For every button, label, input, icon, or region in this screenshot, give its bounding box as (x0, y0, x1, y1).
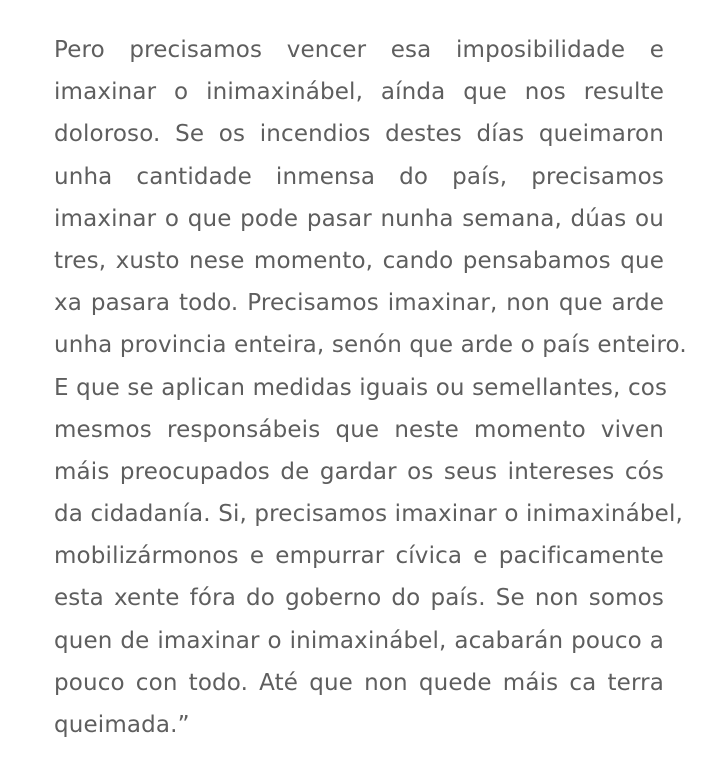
paragraph-line: máis preocupados de gardar os seus intereses cós (54, 458, 664, 485)
article-body (54, 29, 687, 746)
paragraph-line: imaxinar o que pode pasar nunha semana, dúas ou (54, 205, 664, 232)
paragraph-line: xa pasara todo. Precisamos imaxinar, non que arde (54, 290, 664, 317)
paragraph-line: unha cantidade inmensa do país, precisamos (54, 163, 664, 190)
paragraph-line: mobilizármonos e empurrar cívica e pacificamente (54, 543, 664, 570)
paragraph-line: doloroso. Se os incendios destes días queimaron (54, 121, 664, 148)
paragraph-line: quen de imaxinar o inimaxinábel, acabarán pouco a (54, 627, 664, 654)
paragraph-line: Pero precisamos vencer esa imposibilidade e (54, 37, 664, 63)
paragraph-line: mesmos responsábeis que neste momento viven (54, 416, 664, 443)
paragraph-line: tres, xusto nese momento, cando pensabamos que (54, 247, 664, 274)
paragraph-line: queimada.” (54, 712, 190, 738)
paragraph-line: E que se aplican medidas iguais ou semellantes, cos (54, 374, 668, 401)
paragraph-line: da cidadanía. Si, precisamos imaxinar o inimaxinábel, (54, 501, 683, 528)
paragraph-line: pouco con todo. Até que non quede máis ca terra (54, 669, 664, 696)
quote-paragraph (54, 29, 687, 746)
paragraph-line: esta xente fóra do goberno do país. Se non somos (54, 585, 664, 612)
paragraph-line: imaxinar o inimaxinábel, aínda que nos resulte (54, 79, 664, 106)
paragraph-line: unha provincia enteira, senón que arde o país enteiro. (54, 332, 687, 359)
